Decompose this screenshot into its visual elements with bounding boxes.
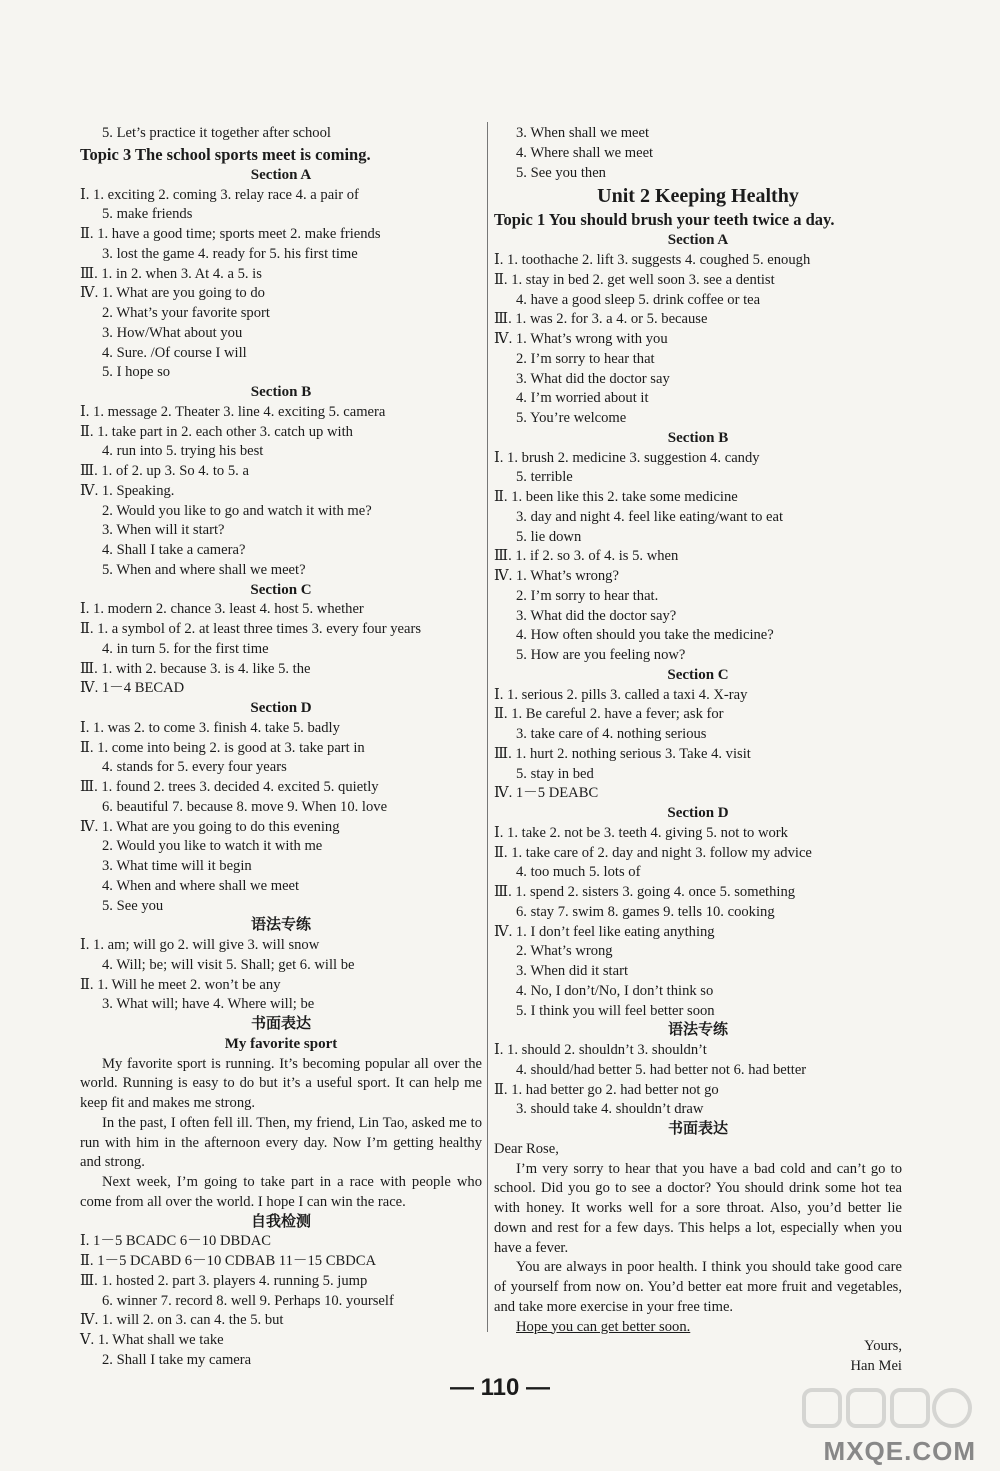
letter-closing: Hope you can get better soon.: [516, 1318, 691, 1335]
answer-line: Ⅲ. 1. with 2. because 3. is 4. like 5. the: [80, 660, 311, 677]
answer-line: 4. run into 5. trying his best: [102, 443, 264, 460]
answer-line: 4. have a good sleep 5. drink coffee or tea: [516, 291, 761, 308]
answer-line: 5. terrible: [516, 469, 573, 486]
answer-line: Ⅳ. 1. I don’t feel like eating anything: [494, 923, 715, 940]
essay-paragraph: In the past, I often fell ill. Then, my friend, Lin Tao, asked me to run with him in the afternoon every day. Now I’m getting healthy and strong.: [80, 1114, 482, 1171]
answer-line: 5. See you: [102, 897, 164, 914]
answer-line: Ⅱ. 1. a symbol of 2. at least three times 3. every four years: [80, 621, 422, 637]
answer-line: 5. When and where shall we meet?: [102, 561, 306, 578]
answer-line: 3. take care of 4. nothing serious: [516, 726, 707, 742]
answer-line: 3. When shall we meet: [516, 125, 650, 141]
answer-line: 3. What will; have 4. Where will; be: [102, 996, 315, 1013]
right-column: [494, 124, 902, 1377]
section-heading: Section B: [667, 429, 729, 446]
answer-line: Ⅲ. 1. found 2. trees 3. decided 4. excited 5. quietly: [80, 779, 379, 795]
answer-line: 6. winner 7. record 8. well 9. Perhaps 10. yourself: [102, 1292, 394, 1309]
answer-line: 3. What time will it begin: [102, 858, 252, 874]
watermark-text: MXQE.COM: [823, 1436, 976, 1466]
section-heading: My favorite sport: [224, 1035, 338, 1052]
answer-line: Ⅳ. 1. What are you going to do this evening: [80, 818, 340, 835]
answer-line: 4. stands for 5. every four years: [102, 759, 287, 776]
answer-line: Ⅱ. 1. Be careful 2. have a fever; ask for: [494, 706, 724, 723]
answer-line: Ⅰ. 1. am; will go 2. will give 3. will snow: [80, 937, 320, 953]
section-heading: 自我检测: [250, 1213, 311, 1230]
answer-line: 3. What did the doctor say?: [516, 607, 677, 624]
answer-line: Ⅱ. 1. stay in bed 2. get well soon 3. see a dentist: [494, 271, 775, 288]
answer-line: Ⅰ. 1. serious 2. pills 3. called a taxi 4. X-ray: [494, 686, 748, 703]
answer-line: 2. Would you like to go and watch it with me?: [102, 502, 372, 519]
answer-line: Ⅲ. 1. hosted 2. part 3. players 4. running 5. jump: [80, 1272, 368, 1289]
answer-line: 4. I’m worried about it: [516, 390, 649, 407]
answer-line: 3. lost the game 4. ready for 5. his first time: [102, 245, 358, 262]
answer-line: 6. beautiful 7. because 8. move 9. When 10. love: [102, 798, 388, 815]
column-divider: [487, 122, 488, 1332]
section-heading: 书面表达: [250, 1016, 311, 1032]
answer-line: Ⅱ. 1. come into being 2. is good at 3. take part in: [80, 739, 365, 756]
answer-line: Ⅴ. 1. What shall we take: [80, 1332, 224, 1348]
section-heading: Section C: [667, 666, 729, 683]
answer-line: 4. in turn 5. for the first time: [102, 640, 269, 657]
answer-line: Ⅱ. 1. have a good time; sports meet 2. make friends: [80, 226, 381, 242]
topic-heading: Topic 1 You should brush your teeth twice a day.: [494, 210, 835, 230]
answer-line: 3. should take 4. shouldn’t draw: [516, 1101, 704, 1118]
answer-line: Ⅲ. 1. if 2. so 3. of 4. is 5. when: [494, 548, 679, 565]
answer-line: 4. Will; be; will visit 5. Shall; get 6. will be: [102, 956, 355, 973]
left-column: [80, 124, 482, 1371]
letter-salutation: Dear Rose,: [494, 1140, 559, 1157]
answer-line: Ⅲ. 1. hurt 2. nothing serious 3. Take 4. visit: [494, 745, 751, 762]
essay-paragraph: Next week, I’m going to take part in a race with people who come from all over the world. I hope I can win the race.: [80, 1174, 482, 1210]
answer-line: 5. Let’s practice it together after school: [102, 125, 331, 141]
answer-line: 4. Shall I take a camera?: [102, 542, 246, 558]
answer-line: Ⅳ. 1. What are you going to do: [80, 285, 265, 302]
essay-paragraph: My favorite sport is running. It’s becoming popular all over the world. Running is easy to do but it’s a useful sport. It can help me keep fit and makes me strong.: [80, 1055, 482, 1111]
answer-line: 5. lie down: [516, 528, 582, 545]
section-heading: Section A: [667, 232, 729, 249]
answer-line: 3. When did it start: [516, 963, 629, 979]
answer-line: Ⅳ. 1. What’s wrong with you: [494, 331, 668, 347]
answer-line: Ⅰ. 1－5 BCADC 6－10 DBDAC: [80, 1233, 272, 1250]
answer-line: Ⅲ. 1. in 2. when 3. At 4. a 5. is: [80, 265, 262, 282]
answer-line: Ⅲ. 1. of 2. up 3. So 4. to 5. a: [80, 463, 249, 479]
answer-line: Ⅳ. 1. will 2. on 3. can 4. the 5. but: [80, 1312, 284, 1329]
letter-signature: Han Mei: [850, 1358, 902, 1374]
answer-line: 4. When and where shall we meet: [102, 877, 300, 894]
answer-line: 3. When will it start?: [102, 522, 225, 539]
section-heading: Section A: [250, 166, 312, 183]
answer-line: 5. make friends: [102, 206, 193, 223]
answer-line: Ⅳ. 1. What’s wrong?: [494, 568, 619, 584]
answer-line: Ⅳ. 1－5 DEABC: [494, 785, 599, 802]
letter-signature: Yours,: [864, 1338, 902, 1355]
section-heading: 书面表达: [667, 1121, 728, 1137]
answer-line: 2. Would you like to watch it with me: [102, 838, 323, 855]
answer-line: 3. day and night 4. feel like eating/want to eat: [516, 508, 784, 525]
section-heading: Section C: [250, 581, 312, 598]
answer-line: 2. I’m sorry to hear that.: [516, 587, 659, 604]
section-heading: Section D: [250, 700, 312, 716]
answer-line: Ⅱ. 1. take part in 2. each other 3. catch up with: [80, 423, 353, 440]
answer-line: Ⅰ. 1. brush 2. medicine 3. suggestion 4. candy: [494, 449, 760, 466]
answer-line: 5. I think you will feel better soon: [516, 1002, 715, 1019]
essay-paragraph: You are always in poor health. I think you should take good care of yourself from now on. You’d better eat more fruit and vegetables, and take more exercise in your free time.: [494, 1259, 902, 1315]
answer-line: Ⅰ. 1. toothache 2. lift 3. suggests 4. coughed 5. enough: [494, 252, 811, 268]
section-heading: Section D: [667, 805, 729, 821]
section-heading: 语法专练: [667, 1022, 728, 1039]
answer-line: Ⅰ. 1. modern 2. chance 3. least 4. host 5. whether: [80, 601, 364, 618]
answer-line: 4. Where shall we meet: [516, 144, 654, 161]
answer-line: 3. What did the doctor say: [516, 370, 670, 387]
page-number: — 110 —: [449, 1374, 551, 1401]
answer-line: Ⅱ. 1－5 DCABD 6－10 CDBAB 11－15 CBDCA: [80, 1253, 377, 1269]
answer-line: Ⅱ. 1. had better go 2. had better not go: [494, 1081, 719, 1098]
answer-line: Ⅰ. 1. message 2. Theater 3. line 4. exciting 5. camera: [80, 403, 386, 420]
answer-line: Ⅳ. 1. Speaking.: [80, 482, 175, 499]
answer-line: Ⅱ. 1. Will he meet 2. won’t be any: [80, 976, 281, 993]
answer-line: 5. I hope so: [102, 364, 171, 381]
answer-line: 2. What’s your favorite sport: [102, 305, 270, 321]
answer-line: 3. How/What about you: [102, 324, 243, 341]
answer-line: 4. too much 5. lots of: [516, 864, 641, 881]
answer-line: 2. I’m sorry to hear that: [516, 350, 655, 367]
answer-line: 4. No, I don’t/No, I don’t think so: [516, 982, 714, 999]
answer-line: 5. You’re welcome: [516, 410, 627, 426]
answer-line: 5. How are you feeling now?: [516, 647, 686, 663]
answer-line: Ⅱ. 1. take care of 2. day and night 3. follow my advice: [494, 844, 812, 861]
answer-line: Ⅳ. 1－4 BECAD: [80, 680, 185, 697]
section-heading: 语法专练: [250, 917, 311, 934]
essay-paragraph: I’m very sorry to hear that you have a bad cold and can’t go to school. Did you go to see a doctor? You should drink some hot tea with honey. It works well for a sore throat. Also, you’d better lie down and rest for a few days. This helps a lot, especially when you have a fever.: [494, 1160, 902, 1256]
answer-line: Ⅰ. 1. was 2. to come 3. finish 4. take 5. badly: [80, 719, 340, 736]
answer-line: 2. What’s wrong: [516, 943, 613, 960]
answer-line: 6. stay 7. swim 8. games 9. tells 10. cooking: [516, 903, 775, 920]
topic-heading: Topic 3 The school sports meet is coming.: [80, 144, 371, 164]
answer-line: Ⅰ. 1. exciting 2. coming 3. relay race 4. a pair of: [80, 186, 359, 203]
unit-heading: Unit 2 Keeping Healthy: [597, 185, 799, 208]
answer-line: 5. See you then: [516, 164, 606, 181]
answer-line: Ⅲ. 1. spend 2. sisters 3. going 4. once 5. something: [494, 884, 796, 900]
answer-line: 4. How often should you take the medicine?: [516, 627, 774, 644]
answer-line: Ⅰ. 1. should 2. shouldn’t 3. shouldn’t: [494, 1042, 707, 1058]
answer-line: 4. Sure. /Of course I will: [102, 344, 247, 361]
answer-line: 4. should/had better 5. had better not 6. had better: [516, 1061, 807, 1078]
answer-line: Ⅰ. 1. take 2. not be 3. teeth 4. giving 5. not to work: [494, 824, 788, 841]
answer-line: 5. stay in bed: [516, 765, 594, 782]
answer-line: Ⅱ. 1. been like this 2. take some medicine: [494, 489, 738, 505]
section-heading: Section B: [250, 384, 312, 400]
answer-line: Ⅲ. 1. was 2. for 3. a 4. or 5. because: [494, 311, 708, 328]
answer-line: 2. Shall I take my camera: [102, 1351, 252, 1368]
